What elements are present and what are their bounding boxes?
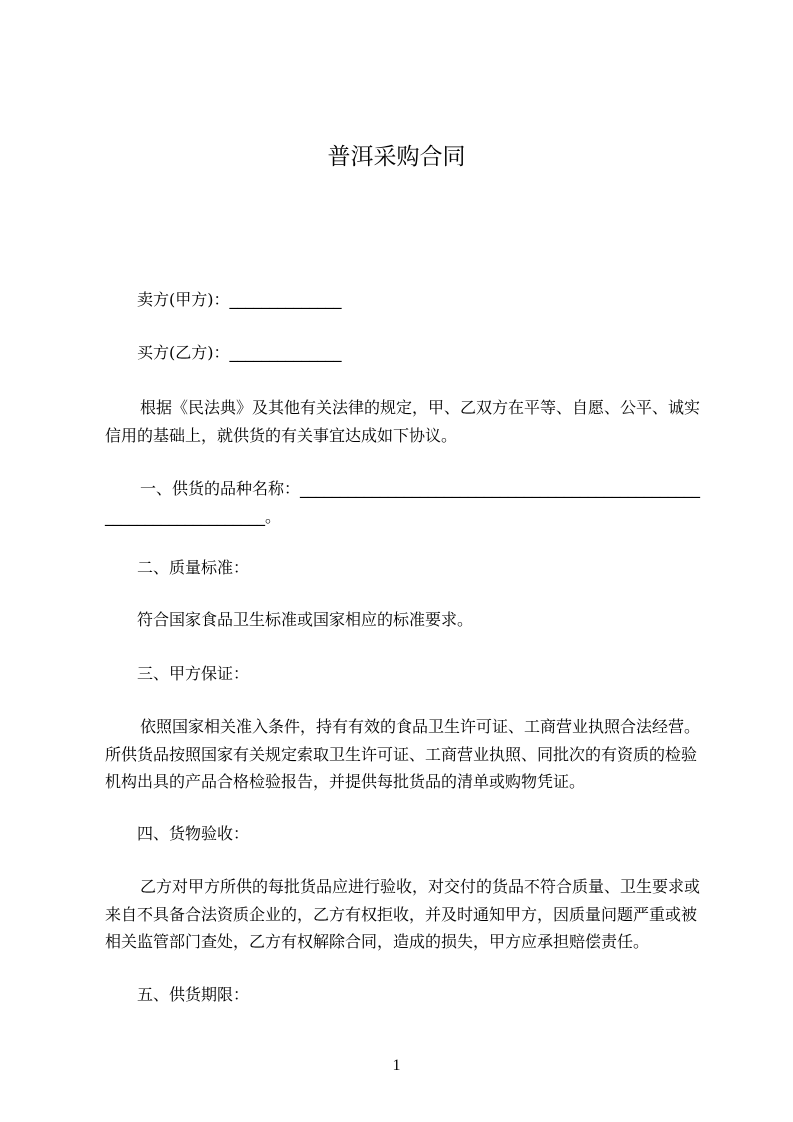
section-1-heading: 一、供货的品种名称： xyxy=(140,479,301,498)
buyer-block xyxy=(105,339,705,367)
section-2-heading-block xyxy=(105,554,705,582)
paragraph-line: 相关监管部门查处，乙方有权解除合同，造成的损失，甲方应承担赔偿责任。 xyxy=(105,932,650,951)
paragraph-line: 机构出具的产品合格检验报告，并提供每批货品的清单或购物凭证。 xyxy=(105,772,586,791)
section-3-paragraph xyxy=(105,713,705,796)
page-number: 1 xyxy=(392,1057,401,1074)
seller-label: 卖方(甲方)： xyxy=(137,290,230,309)
section-3-heading: 三、甲方保证： xyxy=(137,664,250,683)
paragraph-line: 来自不具备合法资质企业的，乙方有权拒收，并及时通知甲方，因质量问题严重或被 xyxy=(105,904,698,924)
seller-block xyxy=(105,286,705,314)
buyer-label: 买方(乙方)： xyxy=(137,343,230,362)
seller-line xyxy=(105,286,705,314)
paragraph-line: 符合国家食品卫生标准或国家相应的标准要求。 xyxy=(137,610,474,629)
variety-name-blank: __________________________________________________ xyxy=(300,479,701,498)
contract-title: 普洱采购合同 xyxy=(327,144,466,170)
section-2-paragraph xyxy=(105,606,705,634)
paragraph-line: 根据《民法典》及其他有关法律的规定，甲、乙双方在平等、自愿、公平、诚实 xyxy=(140,398,701,417)
paragraph-line: 乙方对甲方所供的每批货品应进行验收，对交付的货品不符合质量、卫生要求或 xyxy=(140,877,701,896)
section-1-line-2 xyxy=(105,503,705,531)
seller-blank: ______________ xyxy=(229,290,342,309)
paragraph-line: 依照国家相关准入条件，持有有效的食品卫生许可证、工商营业执照合法经营。 xyxy=(140,717,701,736)
variety-name-blank-continued: ____________________ xyxy=(105,506,265,526)
section-5-heading-block xyxy=(105,981,705,1009)
section-4-paragraph xyxy=(105,873,705,956)
section-4-heading: 四、货物验收： xyxy=(137,824,250,843)
section-5-heading: 五、供货期限： xyxy=(137,985,250,1004)
preamble-paragraph xyxy=(105,394,705,449)
paragraph-line: 所供货品按照国家有关规定索取卫生许可证、工商营业执照、同批次的有资质的检验 xyxy=(105,744,698,764)
section-1-line-1 xyxy=(105,475,705,503)
buyer-blank: ______________ xyxy=(229,343,342,362)
section-4-heading-block xyxy=(105,820,705,848)
section-3-heading-block xyxy=(105,660,705,688)
paragraph-line: 信用的基础上，就供货的有关事宜达成如下协议。 xyxy=(105,425,458,445)
section-1-end-mark: 。 xyxy=(265,506,282,526)
buyer-line xyxy=(105,339,705,367)
section-2-heading: 二、质量标准： xyxy=(137,558,250,577)
section-1 xyxy=(105,475,705,530)
